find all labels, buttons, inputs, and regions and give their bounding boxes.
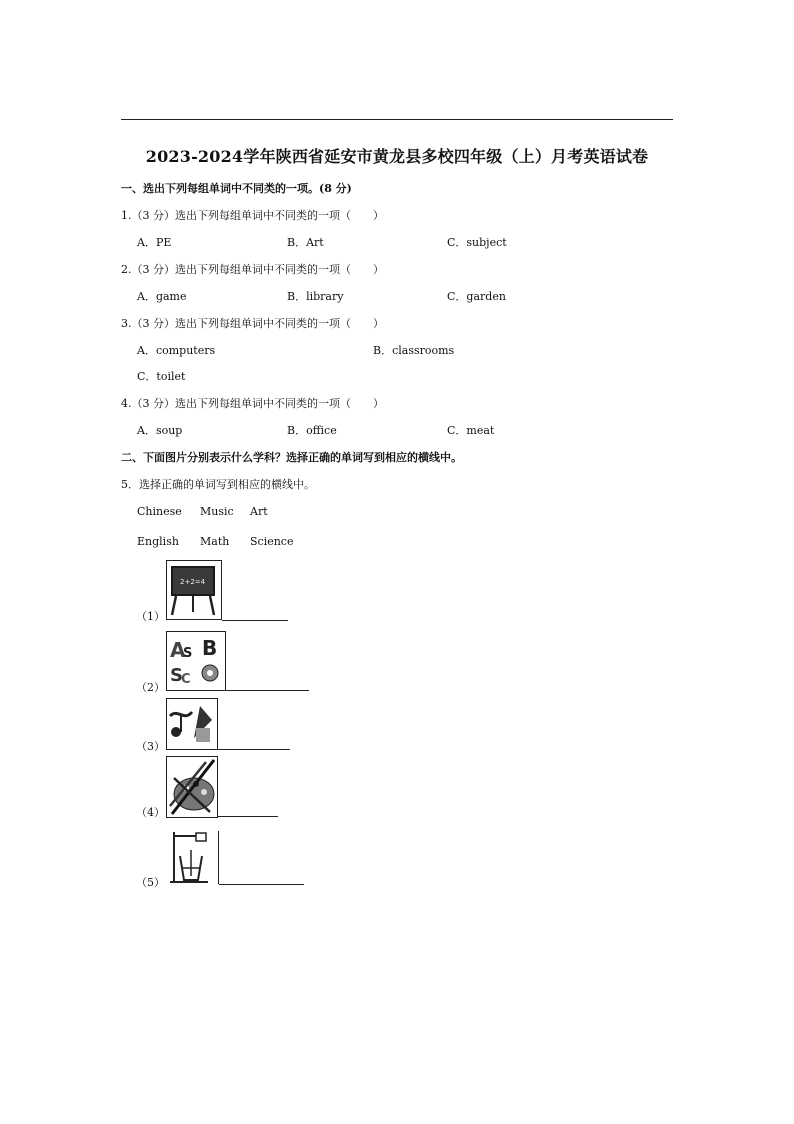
question-1-option-a: A．PE bbox=[137, 236, 172, 249]
item-5-label: （5） bbox=[136, 876, 165, 889]
question-1-option-c: C．subject bbox=[447, 236, 507, 249]
question-1-stem: 1.（3 分）选出下列每组单词中不同类的一项（ ） bbox=[121, 209, 384, 222]
picture-border bbox=[218, 831, 219, 884]
word-bank-item: Science bbox=[250, 535, 294, 548]
paint-palette-icon bbox=[166, 756, 218, 818]
question-4-option-a: A．soup bbox=[137, 424, 183, 437]
svg-text:S: S bbox=[183, 646, 193, 661]
word-bank-item: English bbox=[137, 535, 179, 548]
lab-beaker-icon bbox=[168, 830, 216, 884]
question-5-stem: 5．选择正确的单词写到相应的横线中。 bbox=[121, 478, 315, 491]
question-2-option-a: A．game bbox=[137, 290, 187, 303]
question-2-option-c: C．garden bbox=[447, 290, 506, 303]
item-4-label: （4） bbox=[136, 806, 165, 819]
question-4-option-b: B．office bbox=[287, 424, 337, 437]
question-3-stem: 3.（3 分）选出下列每组单词中不同类的一项（ ） bbox=[121, 317, 384, 330]
answer-blank-3[interactable] bbox=[218, 749, 290, 750]
svg-text:B: B bbox=[202, 636, 218, 660]
question-3-option-a: A．computers bbox=[137, 344, 216, 357]
word-bank-item: Music bbox=[200, 505, 234, 518]
question-2-option-b: B．library bbox=[287, 290, 344, 303]
question-4-option-c: C．meat bbox=[447, 424, 495, 437]
svg-text:2+2=4: 2+2=4 bbox=[180, 578, 206, 586]
page-title: 2023-2024学年陕西省延安市黄龙县多校四年级（上）月考英语试卷 bbox=[145, 147, 649, 166]
blackboard-icon bbox=[166, 560, 222, 620]
item-2-label: （2） bbox=[136, 681, 165, 694]
word-bank-item: Math bbox=[200, 535, 230, 548]
item-1-label: （1） bbox=[136, 610, 165, 623]
answer-blank-4[interactable] bbox=[218, 816, 278, 817]
answer-blank-5[interactable] bbox=[219, 884, 304, 885]
item-3-label: （3） bbox=[136, 740, 165, 753]
svg-text:C: C bbox=[181, 672, 191, 687]
word-bank-item: Chinese bbox=[137, 505, 182, 518]
svg-text:A: A bbox=[170, 638, 186, 662]
question-1-option-b: B．Art bbox=[287, 236, 324, 249]
word-bank-item: Art bbox=[250, 505, 268, 518]
question-2-stem: 2.（3 分）选出下列每组单词中不同类的一项（ ） bbox=[121, 263, 384, 276]
question-3-option-b: B．classrooms bbox=[373, 344, 455, 357]
section2-heading: 二、下面图片分别表示什么学科？选择正确的单词写到相应的横线中。 bbox=[121, 451, 462, 464]
answer-blank-2[interactable] bbox=[226, 690, 309, 691]
svg-text:S: S bbox=[170, 665, 183, 686]
answer-blank-1[interactable] bbox=[222, 620, 288, 621]
section1-heading: 一、选出下列每组单词中不同类的一项。(8 分) bbox=[121, 182, 352, 195]
header-rule bbox=[121, 119, 673, 120]
question-3-option-c: C．toilet bbox=[137, 370, 186, 383]
question-4-stem: 4.（3 分）选出下列每组单词中不同类的一项（ ） bbox=[121, 397, 384, 410]
music-note-icon bbox=[166, 698, 218, 750]
letters-icon bbox=[166, 631, 226, 691]
